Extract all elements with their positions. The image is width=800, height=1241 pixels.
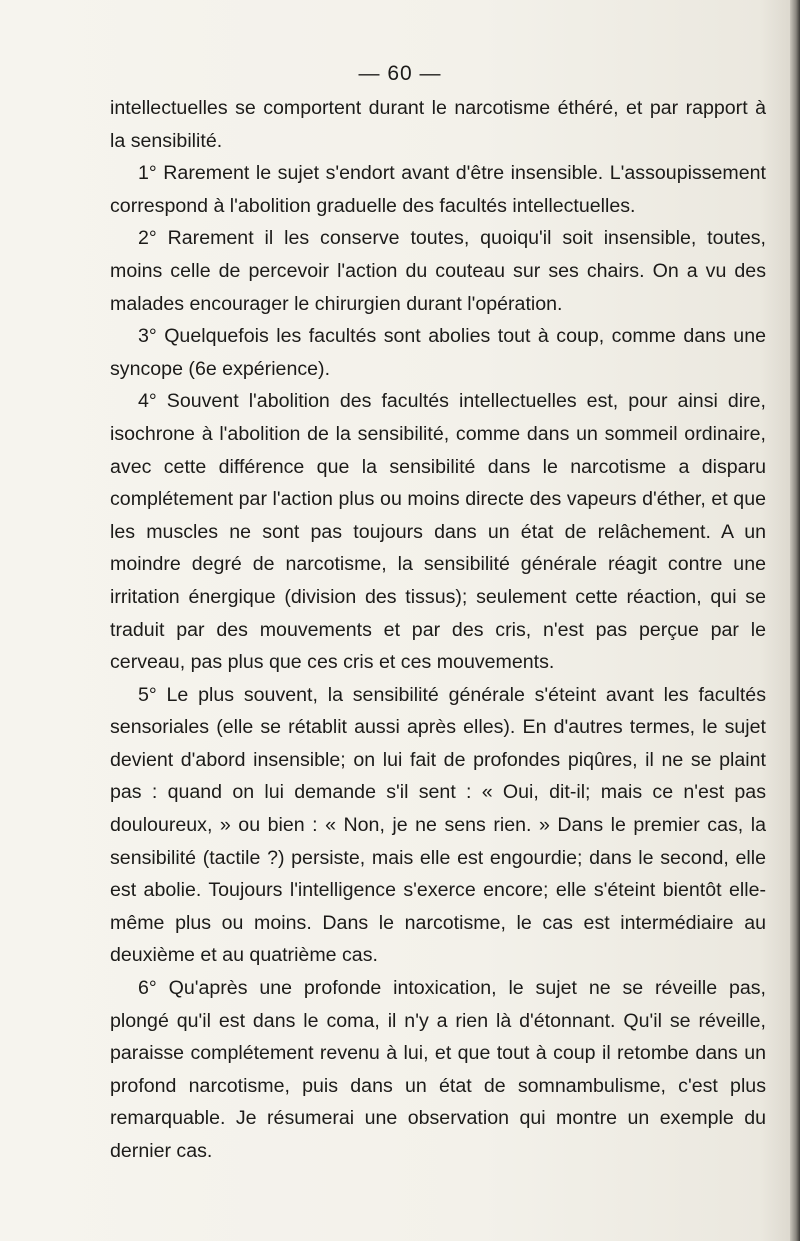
page-number: — 60 —	[358, 62, 442, 85]
page-edge-shadow	[790, 0, 800, 1241]
paragraph-6: 6° Qu'après une profonde intoxication, le sujet ne se réveille pas, plongé qu'il est dans le coma, il n'y a rien là d'étonnant. Qu'il se réveille, paraisse complétement revenu à lui, et que tout à coup il retombe dans un profond narcotisme, puis dans un état de somnambulisme, c'est plus remarquable. Je résumerai une observation qui montre un exemple du dernier cas.	[110, 977, 766, 1162]
paragraph-1: 1° Rarement le sujet s'endort avant d'être insensible. L'assoupissement correspond à l'abolition graduelle des facultés intellectuelles.	[110, 162, 766, 217]
paragraph-5: 5° Le plus souvent, la sensibilité générale s'éteint avant les facultés sensoriales (elle se rétablit aussi après elles). En d'autres termes, le sujet devient d'abord insensible; on lui fait de profondes piqûres, il ne se plaint pas : quand on lui demande s'il sent : « Oui, dit-il; mais ce n'est pas douloureux, » ou bien : « Non, je ne sens rien. » Dans le premier cas, la sensibilité (tactile ?) persiste, mais elle est engourdie; dans le second, elle est abolie. Toujours l'intelligence s'exerce encore; elle s'éteint bientôt elle-même plus ou moins. Dans le narcotisme, le cas est intermédiaire au deuxième et au quatrième cas.	[110, 683, 766, 967]
body-text	[110, 92, 766, 1168]
paragraph-2: 2° Rarement il les conserve toutes, quoiqu'il soit insensible, toutes, moins celle de percevoir l'action du couteau sur ses chairs. On a vu des malades encourager le chirurgien durant l'opération.	[110, 227, 766, 315]
paragraph-3: 3° Quelquefois les facultés sont abolies tout à coup, comme dans une syncope (6e expérience).	[110, 325, 766, 380]
paragraph-continuation: intellectuelles se comportent durant le narcotisme éthéré, et par rapport à la sensibilité.	[110, 97, 766, 152]
paragraph-4: 4° Souvent l'abolition des facultés intellectuelles est, pour ainsi dire, isochrone à l'abolition de la sensibilité, comme dans un sommeil ordinaire, avec cette différence que la sensibilité dans le narcotisme a disparu complétement par l'action plus ou moins directe des vapeurs d'éther, et que les muscles ne sont pas toujours dans un état de relâchement. A un moindre degré de narcotisme, la sensibilité générale réagit contre une irritation énergique (division des tissus); seulement cette réaction, qui se traduit par des mouvements et par des cris, n'est pas perçue par le cerveau, pas plus que ces cris et ces mouvements.	[110, 390, 766, 674]
